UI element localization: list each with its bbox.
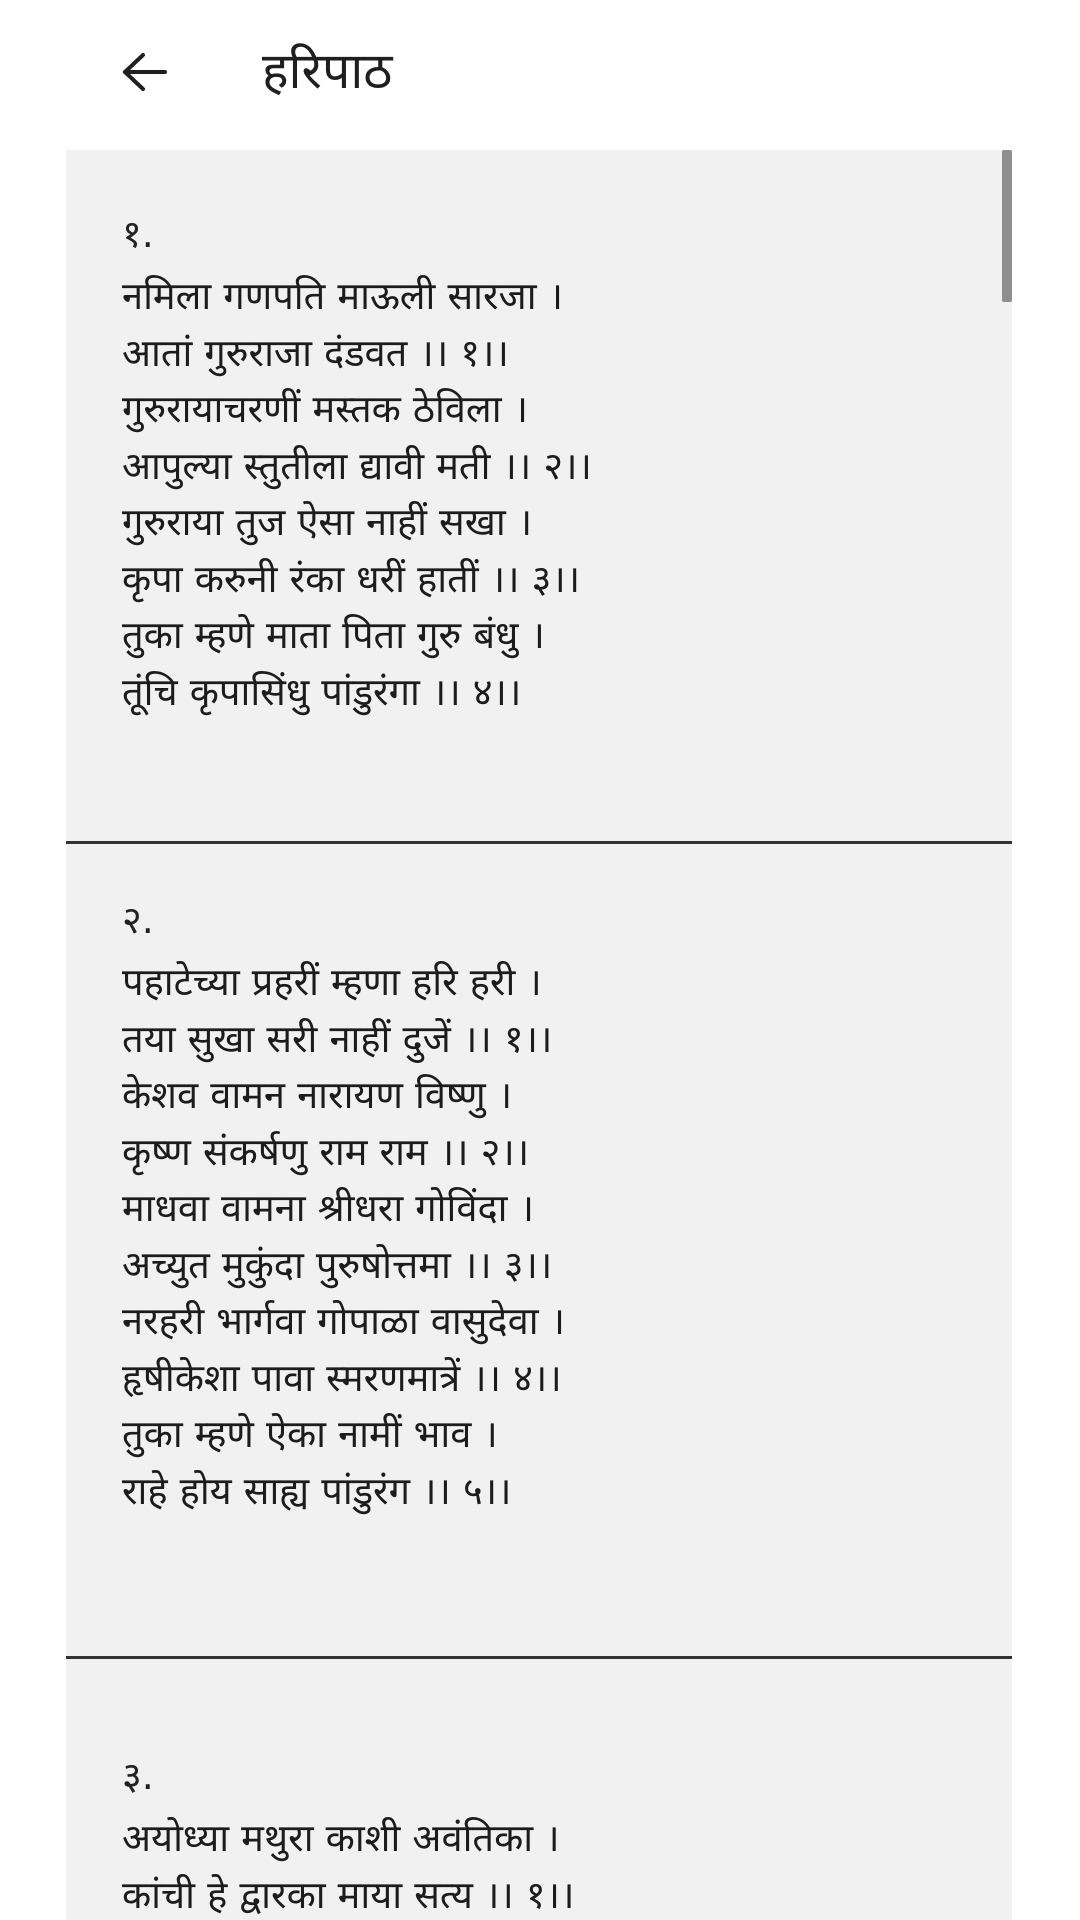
page-title: हरिपाठ xyxy=(262,42,393,100)
section-number: ३. xyxy=(122,1754,154,1798)
verse-line: तुका म्हणे माता पिता गुरु बंधु । xyxy=(122,613,545,657)
verse-line: तूंचि कृपासिंधु पांडुरंगा ।। ४।। xyxy=(122,669,522,714)
verse-lines xyxy=(122,268,972,720)
arrow-left-icon xyxy=(121,52,167,92)
verse-line: नरहरी भार्गवा गोपाळा वासुदेवा । xyxy=(122,1299,566,1343)
app-header xyxy=(0,0,1080,150)
verse-line: केशव वामन नारायण विष्णु । xyxy=(122,1073,513,1117)
verse-line: पहाटेच्या प्रहरीं म्हणा हरि हरी । xyxy=(122,960,542,1004)
verse-line: गुरुराया तुज ऐसा नाहीं सखा । xyxy=(122,500,533,544)
content-scroll-area[interactable] xyxy=(66,150,1012,1920)
verse-line: कृष्ण संकर्षणु राम राम ।। २।। xyxy=(122,1129,530,1174)
verse-line: कृपा करुनी रंका धरीं हातीं ।। ३।। xyxy=(122,556,581,601)
back-button[interactable] xyxy=(112,40,176,104)
verse-line: अयोध्या मथुरा काशी अवंतिका । xyxy=(122,1816,560,1860)
verse-line: अच्युत मुकुंदा पुरुषोत्तमा ।। ३।। xyxy=(122,1242,553,1287)
section-divider xyxy=(66,1656,1012,1659)
verse-line: तुका म्हणे ऐका नामीं भाव । xyxy=(122,1412,498,1456)
verse-line: नमिला गणपति माऊली सारजा । xyxy=(122,274,564,318)
verse-line: राहे होय साह्य पांडुरंग ।। ५।। xyxy=(122,1468,512,1513)
verse-line: आपुल्या स्तुतीला द्यावी मती ।। २।। xyxy=(122,443,592,488)
verse-line: तया सुखा सरी नाहीं दुजें ।। १।। xyxy=(122,1016,553,1061)
section-divider xyxy=(66,841,1012,844)
verse-lines xyxy=(122,1810,972,1920)
verse-line: कांची हे द्वारका माया सत्य ।। १।। xyxy=(122,1872,575,1917)
verse-line: माधवा वामना श्रीधरा गोविंदा । xyxy=(122,1186,534,1230)
verse-lines xyxy=(122,954,972,1519)
verse-line: आतां गुरुराजा दंडवत ।। १।। xyxy=(122,330,509,375)
section-number: २. xyxy=(122,898,154,942)
verse-line: गुरुरायाचरणीं मस्तक ठेविला । xyxy=(122,387,529,431)
section-number: १. xyxy=(122,212,154,256)
scrollbar-thumb[interactable] xyxy=(1002,150,1012,302)
verse-line: हृषीकेशा पावा स्मरणमात्रें ।। ४।। xyxy=(122,1355,562,1400)
